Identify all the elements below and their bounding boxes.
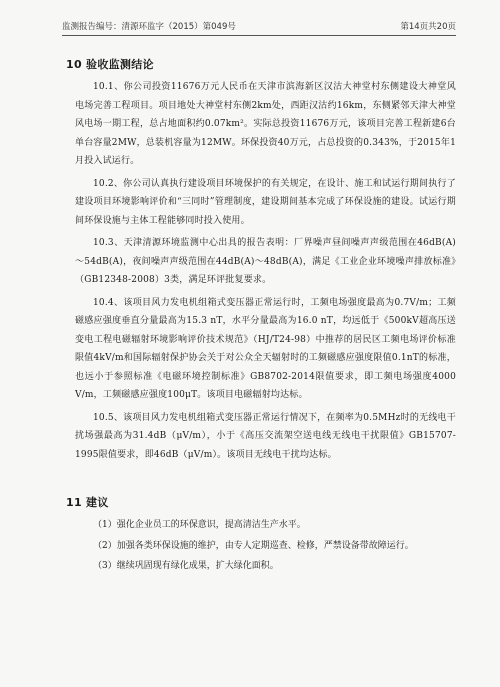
paragraph-10-2: 10.2、你公司认真执行建设项目环境保护的有关规定，在设计、施工和试运行期间执行了建设项目环境影响评价和“三同时”管理制度，建设期间基本完成了环保设施的建设。试运行期间环保设施与主体工程能够同时投入使用。 — [75, 178, 456, 226]
page-header — [62, 20, 456, 36]
page-number: 第14页共20页 — [400, 22, 456, 32]
section-11-heading: 11 建议 — [66, 496, 109, 509]
paragraph-10-3: 10.3、天津清源环境监测中心出具的报告表明：厂界噪声昼间噪声声级范围在46dB(A)～54dB(A)，夜间噪声声级范围在44dB(A)～48dB(A)，满足《工业企业环境噪声排放标准》（GB12348-2008）3类，满足环评批复要求。 — [75, 238, 456, 285]
paragraph-10-5: 10.5、该项目风力发电机组箱式变压器正常运行情况下，在频率为0.5MHz时的无线电干扰场强最高为31.4dB（μV/m），小于《高压交流架空送电线无线电干扰限值》GB15707-1995限值要求，即46dB（μV/m）。该项目无线电干扰均达标。 — [75, 412, 456, 460]
suggestion-3: （3）继续巩固现有绿化成果，扩大绿化面积。 — [93, 561, 279, 571]
page-content — [66, 48, 456, 578]
suggestion-1: （1）强化企业员工的环保意识，提高清洁生产水平。 — [93, 520, 306, 530]
section-10-heading: 10 验收监测结论 — [66, 58, 154, 71]
paragraph-10-4: 10.4、该项目风力发电机组箱式变压器正常运行时，工频电场强度最高为0.7V/m；工频磁感应强度垂直分量最高为15.3 nT，水平分量最高为16.0 nT，均远低于《500kV超高压送变电工程电磁辐射环境影响评价技术规范》（HJ/T24-98）中推荐的居民区工频电场评价标准限值4kV/m和国际辐射保护协会关于对公众全天辐射时的工频磁感应强度限值0.1nT的标准，也远小于参照标准《电磁环境控制标准》GB8702-2014限值要求，即工频电场强度4000 V/m，工频磁感应强度100μT。该项目电磁辐射均达标。 — [75, 297, 456, 400]
suggestion-2: （2）加强各类环保设施的维护，由专人定期巡查、检修，严禁设备带故障运行。 — [93, 540, 414, 551]
report-number: 监测报告编号：清源环监字（2015）第049号 — [62, 22, 236, 32]
paragraph-10-1: 10.1、你公司投资11676万元人民币在天津市滨海新区汉沽大神堂村东侧建设大神堂风电场完善工程项目。项目地处大神堂村东侧2km处，西距汉沽约16km，东侧紧邻天津大神堂风电场一期工程，总占地面积约0.07km²。实际总投资11676万元，该项目完善工程新建6台单台容量2MW，总装机容量为12MW。环保投资40万元，占总投资的0.343%，于2015年1月投入试运行。 — [75, 82, 456, 166]
